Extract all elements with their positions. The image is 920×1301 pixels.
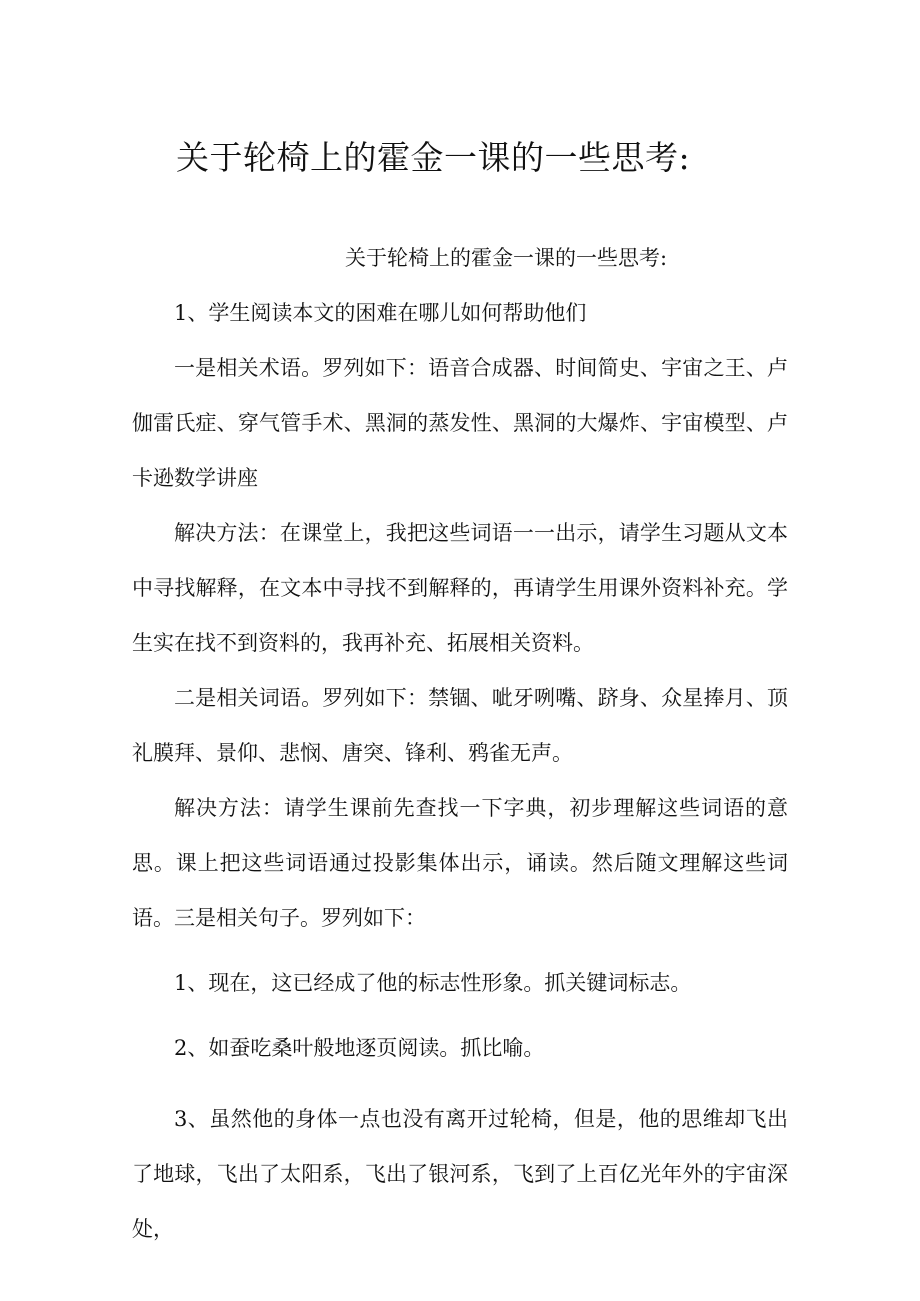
paragraph-question: 1、学生阅读本文的困难在哪儿如何帮助他们	[174, 301, 587, 325]
document-title: 关于轮椅上的霍金一课的一些思考:	[176, 138, 691, 178]
paragraph-terms: 一是相关术语。罗列如下：语音合成器、时间简史、宇宙之王、卢伽雷氏症、穿气管手术、黑洞的蒸发性、黑洞的大爆炸、宇宙模型、卢卡逊数学讲座	[132, 356, 788, 490]
paragraph-terms-solution: 解决方法：在课堂上，我把这些词语一一出示，请学生习题从文本中寻找解释，在文本中寻找不到解释的，再请学生用课外资料补充。学生实在找不到资料的，我再补充、拓展相关资料。	[132, 521, 788, 655]
paragraph-words: 二是相关词语。罗列如下：禁锢、呲牙咧嘴、跻身、众星捧月、顶礼膜拜、景仰、悲悯、唐突、锋利、鸦雀无声。	[132, 686, 788, 765]
document-subtitle: 关于轮椅上的霍金一课的一些思考:	[345, 246, 668, 270]
paragraph-words-solution: 解决方法：请学生课前先查找一下字典，初步理解这些词语的意思。课上把这些词语通过投影集体出示，诵读。然后随文理解这些词语。	[132, 796, 788, 930]
paragraph-sentence-1: 1、现在，这已经成了他的标志性形象。抓关键词标志。	[174, 971, 692, 995]
paragraph-sentence-3: 3、虽然他的身体一点也没有离开过轮椅，但是，他的思维却飞出了地球，飞出了太阳系，飞出了银河系，飞到了上百亿光年外的宇宙深处，	[132, 1107, 788, 1241]
paragraph-sentences: 三是相关句子。罗列如下：	[174, 906, 426, 930]
paragraph-sentence-2: 2、如蚕吃桑叶般地逐页阅读。抓比喻。	[174, 1036, 545, 1060]
